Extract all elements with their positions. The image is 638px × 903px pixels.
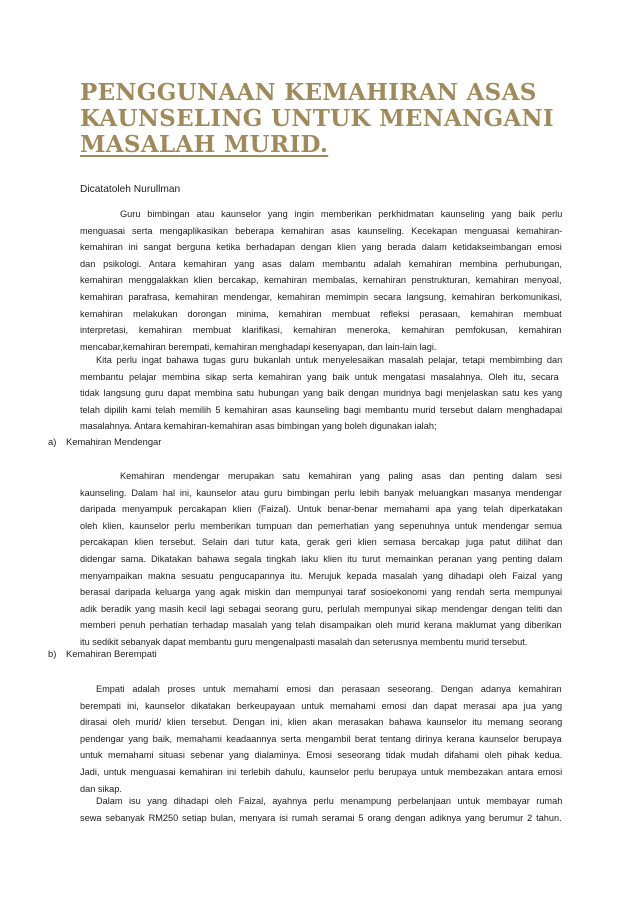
paragraph-line: mencabar,kemahiran berempati, kemahiran menghadapi kesenyapan, dan lain-lain lagi. [80,341,437,352]
title-line: MASALAH MURID. [80,131,329,158]
second-paragraph [80,352,562,435]
document-title [80,80,580,158]
paragraph-line: dan sikap. [80,783,122,794]
paragraph-line: kemahiran menggalakkan klien bercakap, kemahiran membalas, kemahiran penstrukturan, kemahiran menyoal, [80,275,562,286]
paragraph-line: dan psikologi. Antara kemahiran yang asas dalam membantu adalah kemahiran membina perhubungan, [80,258,562,269]
paragraph-line: itu sedikit sebanyak dapat membantu guru mengenalpasti masalah dan seterusnya membentu murid tersebut. [80,636,528,647]
paragraph-line: kemahiran melakukan dorongan minima, kemahiran membuat refleksi perasaan, kemahiran membuat [80,308,562,319]
section-title: Kemahiran Berempati [66,648,157,659]
paragraph-line: adik beradik yang masih kecil lagi sebagai seorang guru, perlulah mempunyai sikap mendengar dengan teliti dan [80,603,563,614]
intro-paragraph [80,206,562,355]
paragraph-line: percakapan klien tersebut. Selain dari tutur kata, gerak geri klien semasa bercakap juga patut dilihat dan [80,537,563,548]
paragraph-line: kemahiran ini sangat berguna ketika berhadapan dengan klien yang berada dalam ketidakseimbangan emosi [80,242,562,253]
section-marker: a) [48,436,57,447]
paragraph-line: interpretasi, kemahiran membuat klarifikasi, kemahiran meneroka, kemahiran pemfokusan, kemahiran [80,325,562,336]
section-a-body [80,468,562,651]
section-b-body [80,681,562,797]
paragraph-line: didengar sama. Dikatakan bahawa segala tingkah laku klien itu turut memainkan peranan yang penting dalam [80,553,563,564]
paragraph-line: sewa sebanyak RM250 setiap bulan, menyara isi rumah seramai 5 orang dengan adiknya yang berumur 2 tahun. [80,812,562,823]
section-title: Kemahiran Mendengar [66,436,162,447]
paragraph-line: pendengar yang baik, memahami keadaannya serta mengambil berat tentang dirinya kerana kaunselor berupaya [80,733,562,744]
section-marker: b) [48,648,57,659]
paragraph-line: Kita perlu ingat bahawa tugas guru bukanlah untuk menyelesaikan masalah pelajar, tetapi membimbing dan [96,355,563,365]
section-heading-b [48,648,157,659]
title-line: PENGGUNAAN KEMAHIRAN ASAS [80,79,537,106]
paragraph-line: menguasai serta mengaplikasikan beberapa kemahiran asas kaunseling. Kecekapan menguasai kemahiran- [80,225,563,236]
paragraph-line: daripada menyampuk percakapan klien (Faizal). Untuk benar-benar memahami apa yang telah diperkatakan [80,504,563,515]
section-b-second-paragraph [80,793,562,826]
paragraph-line: Jadi, untuk menguasai kemahiran ini terlebih dahulu, kaunselor perlu berupaya untuk membezakan antara emosi [80,766,563,777]
paragraph-line: Empati adalah proses untuk memahami emosi dan perasaan seseorang. Dengan adanya kemahiran [96,684,562,694]
paragraph-line: dirasai oleh murid/ klien tersebut. Dengan ini, klien akan merasakan bahawa kaunselor itu memang seorang [80,717,563,728]
paragraph-line: Guru bimbingan atau kaunselor yang ingin memberikan perkhidmatan kaunseling yang baik perlu [120,209,563,219]
paragraph-line: Dalam isu yang dihadapi oleh Faizal, ayahnya perlu menampung perbelanjaan untuk membayar rumah [96,796,563,806]
title-line: KAUNSELING UNTUK MENANGANI [80,105,554,132]
paragraph-line: menyampaikan makna sesuatu pengucapannya itu. Merujuk kepada masalah yang dihadapi oleh Faizal yang [80,570,563,581]
paragraph-line: berempati ini, kaunselor dikatakan berkeupayaan untuk memahami emosi dan dapat merasai apa jua yang [80,700,563,711]
paragraph-line: telah dipilih kami telah memilih 5 kemahiran asas kaunseling bagi membantu murid tersebut dalam menghadapai [80,404,563,415]
paragraph-line: Kemahiran mendengar merupakan satu kemahiran yang paling asas dan penting dalam sesi [120,471,562,481]
paragraph-line: berasal daripada keluarga yang agak miskin dan mempunyai taraf sosioekonomi yang rendah serta mempunyai [80,587,563,598]
paragraph-line: untuk memahami situasi sebenar yang dialaminya. Emosi seseorang tidak mudah difahami oleh pihak kedua. [80,750,563,761]
paragraph-line: tidak langsung guru dapat membina satu hubungan yang baik dengan muridnya bagi menjelaskan satu kes yang [80,388,563,399]
paragraph-line: kemahiran parafrasa, kemahiran mendengar, kemahiran memimpin secara langsung, kemahiran berkomunikasi, [80,291,563,302]
paragraph-line: kaunseling. Dalam hal ini, kaunselor atau guru bimbingan perlu lebih banyak meluangkan masanya mendengar [80,487,562,498]
section-heading-a [48,436,161,447]
paragraph-line: memberi penuh perhatian terhadap masalah yang telah disampaikan oleh murid kerana maklumat yang diberikan [80,620,562,631]
paragraph-line: oleh klien, kaunselor perlu memberikan tumpuan dan pemerhatian yang sepenuhnya untuk mendengar semua [80,520,562,531]
paragraph-line: membantu pelajar membina sikap serta kemahiran yang baik untuk mengatasi masalahnya. Oleh itu, secara [80,371,559,382]
paragraph-line: masalahnya. Antara kemahiran-kemahiran asas bimbingan yang boleh digunakan ialah; [80,421,437,432]
author-line: Dicatatoleh Nurullman [80,184,181,195]
